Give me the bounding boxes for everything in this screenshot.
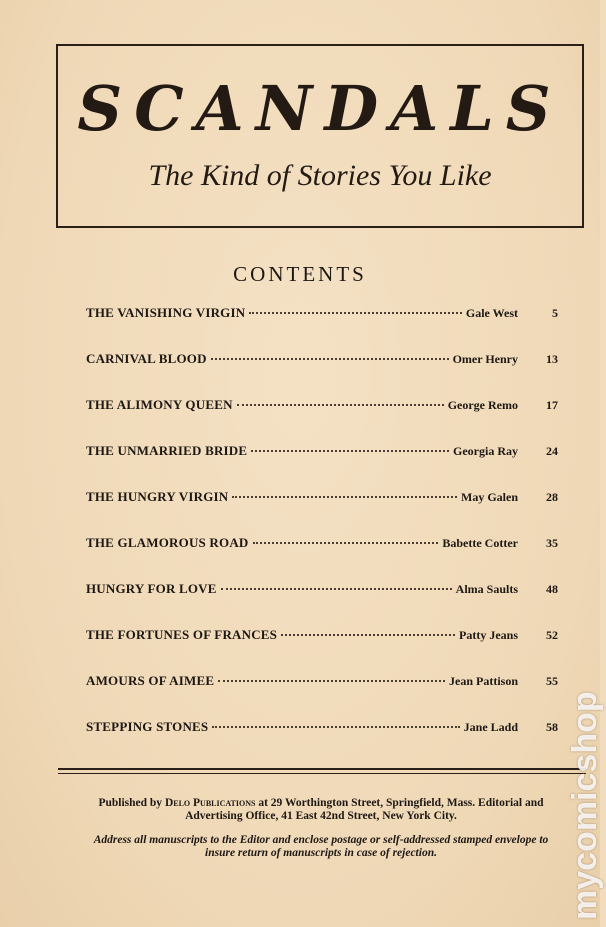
- dot-leader: [253, 541, 439, 544]
- dot-leader: [211, 357, 449, 360]
- story-author: Gale West: [465, 306, 518, 320]
- divider-rule: [58, 773, 586, 774]
- dot-leader: [249, 311, 462, 314]
- publisher-name: Delo Publications: [164, 797, 256, 809]
- divider-rule: [58, 768, 586, 770]
- toc-entry: [86, 717, 558, 763]
- dot-leader: [218, 679, 445, 682]
- story-author: George Remo: [447, 398, 518, 412]
- dot-leader: [237, 403, 444, 406]
- dot-leader: [281, 633, 455, 636]
- toc-entry: [86, 671, 558, 717]
- story-title: THE HUNGRY VIRGIN: [86, 489, 229, 504]
- story-author: May Galen: [461, 490, 518, 504]
- story-author: Jean Pattison: [449, 674, 518, 688]
- story-author: Jane Ladd: [463, 720, 518, 734]
- dot-leader: [232, 495, 457, 498]
- watermark: mycomicshop: [566, 691, 604, 920]
- toc-entry: [86, 487, 558, 533]
- toc-entry: [86, 533, 558, 579]
- story-title: THE FORTUNES OF FRANCES: [86, 627, 278, 642]
- magazine-tagline: The Kind of Stories You Like: [148, 159, 492, 192]
- story-page-number: 52: [546, 628, 558, 642]
- dot-leader: [221, 587, 452, 590]
- story-title: THE UNMARRIED BRIDE: [86, 443, 248, 458]
- story-title: THE VANISHING VIRGIN: [86, 305, 246, 320]
- story-page-number: 35: [546, 536, 558, 550]
- story-author: Babette Cotter: [442, 536, 518, 550]
- manuscripts-note: Address all manuscripts to the Editor and enclose postage or self-addressed stamped envelope to insure return of manuscripts in case of rejection.: [93, 834, 549, 859]
- story-author: Alma Saults: [455, 582, 518, 596]
- story-author: Georgia Ray: [453, 444, 518, 458]
- publisher-notice: [86, 797, 556, 823]
- table-of-contents: [86, 303, 558, 763]
- story-title: CARNIVAL BLOOD: [86, 351, 207, 366]
- story-author: Omer Henry: [452, 352, 518, 366]
- story-title: THE GLAMOROUS ROAD: [86, 535, 249, 550]
- story-page-number: 13: [546, 352, 558, 366]
- published-address: at 29 Worthington Street, Springfield, Mass. Editorial and Advertising Office, 41 East 42nd Street, New York City.: [185, 797, 544, 822]
- toc-entry: [86, 395, 558, 441]
- story-page-number: 24: [546, 444, 558, 458]
- dot-leader: [251, 449, 449, 452]
- story-page-number: 48: [546, 582, 558, 596]
- story-title: STEPPING STONES: [86, 719, 209, 734]
- masthead-box: [56, 44, 584, 228]
- story-page-number: 28: [546, 490, 558, 504]
- published-prefix: Published by: [98, 797, 163, 809]
- story-page-number: 58: [546, 720, 558, 734]
- magazine-logo: SCANDALS: [77, 72, 563, 145]
- toc-entry: [86, 579, 558, 625]
- story-title: THE ALIMONY QUEEN: [86, 397, 233, 412]
- story-title: AMOURS OF AIMEE: [86, 673, 215, 688]
- story-title: HUNGRY FOR LOVE: [86, 581, 217, 596]
- toc-entry: [86, 625, 558, 671]
- story-page-number: 17: [546, 398, 558, 412]
- story-page-number: 5: [552, 306, 558, 320]
- toc-entry: [86, 441, 558, 487]
- toc-entry: [86, 349, 558, 395]
- toc-entry: [86, 303, 558, 349]
- contents-heading: CONTENTS: [233, 262, 367, 286]
- dot-leader: [212, 725, 459, 728]
- story-author: Patty Jeans: [459, 628, 518, 642]
- story-page-number: 55: [546, 674, 558, 688]
